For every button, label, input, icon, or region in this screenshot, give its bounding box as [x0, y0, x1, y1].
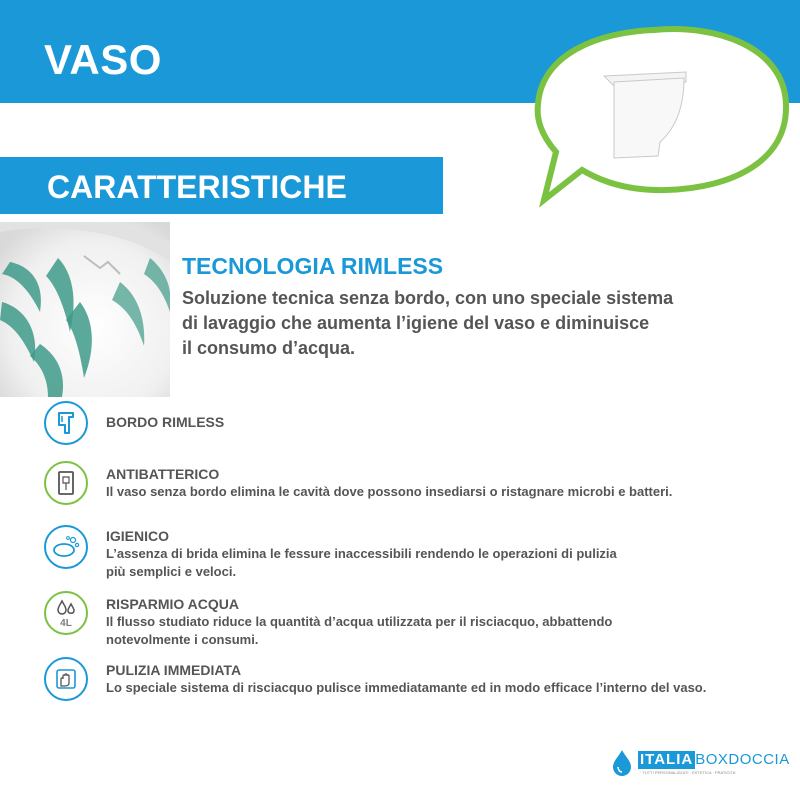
feature-description — [106, 679, 796, 697]
feature-title: ANTIBATTERICO — [106, 466, 220, 482]
technology-title: TECNOLOGIA RIMLESS — [182, 253, 444, 279]
technology-description-line: di lavaggio che aumenta l’igiene del vaso e diminuisce — [182, 313, 650, 333]
soap-icon — [44, 525, 88, 569]
logo-part-italia: ITALIA — [640, 751, 694, 768]
technology-description — [182, 286, 742, 361]
feature-description-line: più semplici e veloci. — [106, 564, 237, 579]
logo-part-boxdoccia: BOXDOCCIA — [695, 751, 790, 768]
logo-tagline: · TUTTI PERSONALIZZATI · ESTETICA · PRATICITA' — [640, 770, 737, 775]
feature-title: PULIZIA IMMEDIATA — [106, 662, 242, 678]
cleaning-hand-icon — [44, 657, 88, 701]
feature-title: BORDO RIMLESS — [106, 414, 225, 430]
technology-description-line: Soluzione tecnica senza bordo, con uno speciale sistema — [182, 288, 674, 308]
feature-description — [106, 545, 796, 581]
brand-logo — [610, 748, 790, 778]
toilet-illustration-bubble — [534, 20, 794, 210]
feature-description-line: Il flusso studiato riduce la quantità d’acqua utilizzata per il risciacquo, abbattendo — [106, 614, 613, 629]
feature-description — [106, 483, 796, 501]
feature-description — [106, 613, 796, 649]
feature-title: IGIENICO — [106, 528, 170, 544]
water-capacity-label: 4L — [60, 618, 72, 629]
feature-title: RISPARMIO ACQUA — [106, 596, 239, 612]
rimless-bowl-photo — [0, 222, 170, 397]
page-title: VASO — [44, 36, 162, 83]
rimless-edge-icon — [44, 401, 88, 445]
logo-wordmark — [638, 751, 790, 769]
antibacterial-icon — [44, 461, 88, 505]
feature-description-line: L’assenza di brida elimina le fessure inaccessibili rendendo le operazioni di pulizia — [106, 546, 617, 561]
logo-drop-icon — [610, 748, 634, 778]
water-drop-icon — [44, 591, 88, 635]
feature-description-line: Il vaso senza bordo elimina le cavità dove possono insediarsi o ristagnare microbi e batteri. — [106, 484, 673, 499]
section-band — [0, 157, 443, 214]
section-title: CARATTERISTICHE — [47, 169, 347, 205]
feature-description-line: notevolmente i consumi. — [106, 632, 259, 647]
feature-description-line: Lo speciale sistema di risciacquo pulisce immediatamante ed in modo efficace l’interno del vaso. — [106, 680, 707, 695]
technology-description-line: il consumo d’acqua. — [182, 338, 356, 358]
